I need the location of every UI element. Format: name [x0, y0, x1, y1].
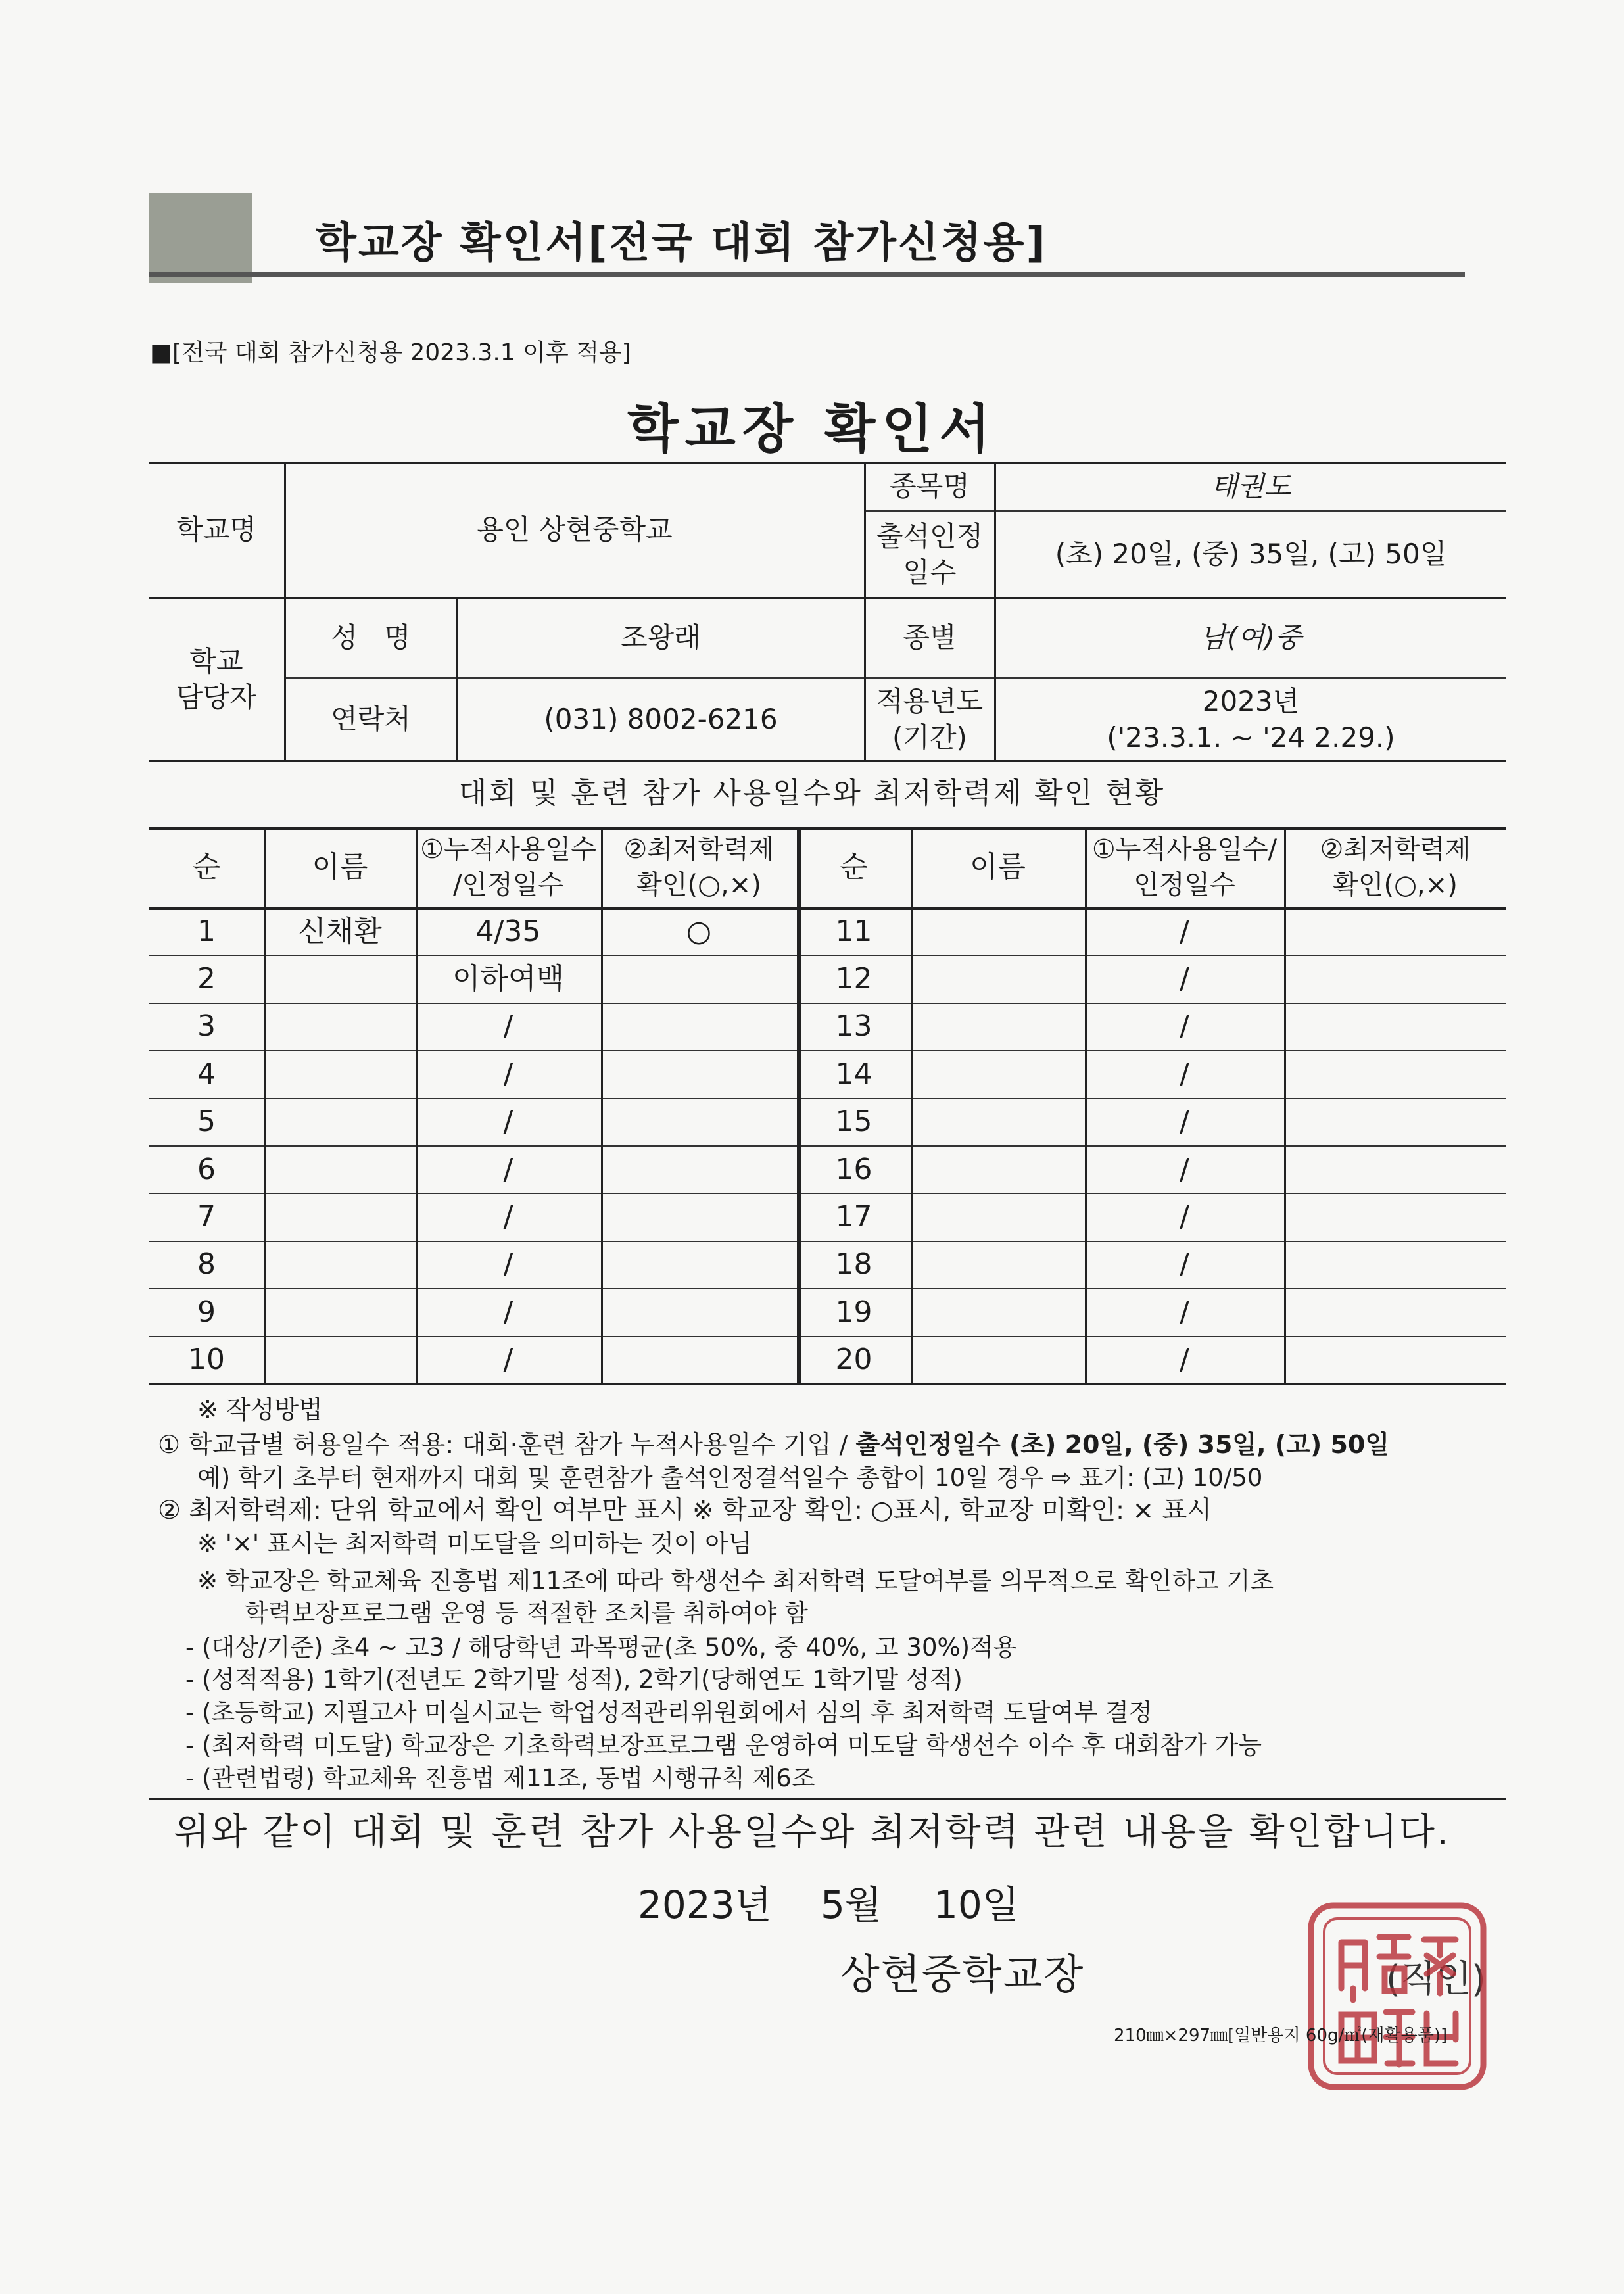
instruction-line-2: 예) 학기 초부터 현재까지 대회 및 훈련참가 출석인정결석일수 총합이 10일 경우 ⇨ 표기: (고) 10/50 [197, 1464, 1263, 1492]
accumulated-days: / [503, 1295, 513, 1329]
student-name [264, 1336, 416, 1383]
student-name [911, 1003, 1085, 1050]
principal-title: 상현중학교장 [840, 1950, 1085, 1998]
instruction-line-5: ※ 학교장은 학교체육 진흥법 제11조에 따라 학생선수 최저학력 도달여부를 의무적으로 확인하고 기초 [197, 1567, 1274, 1595]
status-title: 대회 및 훈련 참가 사용일수와 최저학력제 확인 현황 [458, 777, 1166, 810]
min-academic-check [601, 1288, 797, 1335]
accumulated-days: / [1180, 961, 1189, 995]
accumulated-days: / [503, 1199, 513, 1233]
table-header-6: 이름 [969, 850, 1026, 884]
min-academic-check [601, 1193, 797, 1240]
row-number: 3 [197, 1009, 216, 1043]
accumulated-days: / [503, 1105, 513, 1139]
seal-label: (직인) [1386, 1958, 1486, 2001]
min-academic-check [1284, 1003, 1506, 1050]
row-number: 6 [197, 1152, 216, 1186]
student-name [264, 1241, 416, 1288]
student-name [264, 1098, 416, 1145]
table-header-1: 순 [192, 850, 221, 884]
student-name [264, 1003, 416, 1050]
row-number: 15 [835, 1105, 872, 1139]
student-name [911, 1145, 1085, 1193]
row-number: 20 [835, 1343, 872, 1377]
instruction-line-4: ※ '×' 표시는 최저학력 미도달을 의미하는 것이 아님 [197, 1529, 752, 1558]
accumulated-days: / [1180, 914, 1189, 948]
accumulated-days: / [1180, 1295, 1189, 1329]
min-academic-check [601, 1050, 797, 1097]
accumulated-days: / [1180, 1199, 1189, 1233]
school-name-value: 용인 상현중학교 [477, 514, 673, 546]
student-name [911, 1241, 1085, 1288]
student-name [264, 955, 416, 1002]
header-title: 학교장 확인서[전국 대회 참가신청용] [316, 219, 1047, 268]
min-academic-check [1284, 1050, 1506, 1097]
manager-name-label: 성 명 [331, 621, 411, 654]
row-number: 16 [835, 1152, 872, 1186]
year-value: 2023년 ('23.3.1. ~ '24 2.29.) [1107, 684, 1395, 753]
date-year: 2023년 [638, 1882, 772, 1927]
contact-label: 연락처 [331, 703, 411, 736]
accumulated-days: / [1180, 1105, 1189, 1139]
school-name-label: 학교명 [176, 514, 256, 546]
student-name [264, 1288, 416, 1335]
student-name [911, 907, 1085, 955]
date-day: 10일 [934, 1882, 1019, 1927]
accumulated-days: 4/35 [475, 914, 541, 948]
row-number: 11 [835, 914, 872, 948]
accumulated-days: / [503, 1057, 513, 1091]
instruction-line-3: ② 최저학력제: 단위 학교에서 확인 여부만 표시 ※ 학교장 확인: ○표시, 학교장 미확인: × 표시 [158, 1496, 1212, 1525]
instructions-divider [149, 1798, 1506, 1800]
instructions-heading: ※ 작성방법 [197, 1395, 323, 1424]
sport-label: 종목명 [890, 470, 970, 503]
confirmation-statement: 위와 같이 대회 및 훈련 참가 사용일수와 최저학력 관련 내용을 확인합니다. [174, 1811, 1450, 1853]
row-number: 12 [835, 961, 872, 995]
accumulated-days: 이하여백 [452, 961, 564, 995]
student-name [911, 1288, 1085, 1335]
min-academic-check [601, 1003, 797, 1050]
table-header-8: ②최저학력제 확인(○,×) [1320, 834, 1471, 900]
gender-value: 남(여)중 [1200, 621, 1302, 654]
manager-label: 학교 담당자 [176, 644, 256, 713]
instruction-line-8: - (성적적용) 1학기(전년도 2학기말 성적), 2학기(당해연도 1학기말 성적) [185, 1665, 963, 1694]
accumulated-days: / [1180, 1057, 1189, 1091]
row-number: 18 [835, 1247, 872, 1281]
min-academic-check [1284, 1336, 1506, 1383]
student-name [264, 1145, 416, 1193]
min-academic-check [601, 1145, 797, 1193]
student-name: 신채환 [298, 914, 382, 948]
min-academic-check [601, 955, 797, 1002]
instruction-line-11: - (관련법령) 학교체육 진흥법 제11조, 동법 시행규칙 제6조 [185, 1764, 815, 1792]
student-name [911, 1193, 1085, 1240]
min-academic-check [1284, 907, 1506, 955]
manager-name-value: 조왕래 [621, 621, 701, 654]
row-number: 5 [197, 1105, 216, 1139]
min-academic-check [1284, 1098, 1506, 1145]
row-number: 4 [197, 1057, 216, 1091]
min-academic-check [601, 1336, 797, 1383]
row-number: 7 [197, 1199, 216, 1233]
row-number: 8 [197, 1247, 216, 1281]
row-number: 13 [835, 1009, 872, 1043]
accumulated-days: / [1180, 1247, 1189, 1281]
row-number: 10 [188, 1343, 225, 1377]
row-number: 14 [835, 1057, 872, 1091]
instruction-line-6: 학력보장프로그램 운영 등 적절한 조치를 취하여야 함 [245, 1599, 808, 1627]
table-header-2: 이름 [312, 850, 368, 884]
min-academic-check [1284, 1145, 1506, 1193]
table-header-4: ②최저학력제 확인(○,×) [623, 834, 775, 900]
student-name [911, 1050, 1085, 1097]
instruction-line-7: - (대상/기준) 초4 ~ 고3 / 해당학년 과목평균(초 50%, 중 40%, 고 30%)적용 [185, 1633, 1017, 1661]
official-seal-stamp [1302, 1896, 1493, 2096]
min-academic-check [1284, 1241, 1506, 1288]
table-header-7: ①누적사용일수/ 인정일수 [1091, 834, 1278, 900]
instruction-line-1: ① 학교급별 허용일수 적용: 대회·훈련 참가 누적사용일수 기입 / 출석인정일수 (초) 20일, (중) 35일, (고) 50일 [158, 1430, 1390, 1459]
date-month: 5월 [821, 1882, 882, 1927]
row-number: 1 [197, 914, 216, 948]
row-number: 9 [197, 1295, 216, 1329]
min-academic-check [1284, 1288, 1506, 1335]
document-title: 학교장 확인서 [627, 398, 997, 460]
student-name [911, 1336, 1085, 1383]
student-name [911, 955, 1085, 1002]
accumulated-days: / [1180, 1343, 1189, 1377]
accumulated-days: / [503, 1009, 513, 1043]
min-academic-check [1284, 1193, 1506, 1240]
instruction-line-10: - (최저학력 미도달) 학교장은 기초학력보장프로그램 운영하여 미도달 학생선수 이수 후 대회참가 가능 [185, 1731, 1262, 1759]
accumulated-days: / [1180, 1152, 1189, 1186]
year-label: 적용년도 (기간) [876, 684, 984, 753]
contact-value: (031) 8002-6216 [544, 703, 778, 736]
attendance-days-value: (초) 20일, (중) 35일, (고) 50일 [1055, 538, 1447, 571]
row-number: 2 [197, 961, 216, 995]
accumulated-days: / [503, 1152, 513, 1186]
student-name [264, 1193, 416, 1240]
accumulated-days: / [503, 1247, 513, 1281]
table-header-3: ①누적사용일수 /인정일수 [420, 834, 596, 900]
row-number: 17 [835, 1199, 872, 1233]
student-name [911, 1098, 1085, 1145]
attendance-days-label: 출석인정 일수 [876, 519, 984, 588]
table-header-5: 순 [840, 850, 868, 884]
gender-label: 종별 [903, 621, 957, 654]
accumulated-days: / [1180, 1009, 1189, 1043]
min-academic-check [601, 1098, 797, 1145]
accumulated-days: / [503, 1343, 513, 1377]
application-notice: ■[전국 대회 참가신청용 2023.3.1 이후 적용] [150, 339, 631, 366]
row-number: 19 [835, 1295, 872, 1329]
min-academic-check: ○ [686, 914, 712, 948]
instruction-line-9: - (초등학교) 지필고사 미실시교는 학업성적관리위원회에서 심의 후 최저학력 도달여부 결정 [185, 1698, 1153, 1727]
min-academic-check [601, 1241, 797, 1288]
sport-value: 태권도 [1210, 470, 1291, 503]
min-academic-check [1284, 955, 1506, 1002]
paper-spec-footer: 210㎜×297㎜[일반용지 60g/㎡(재활용품)] [1114, 2026, 1448, 2045]
student-name [264, 1050, 416, 1097]
